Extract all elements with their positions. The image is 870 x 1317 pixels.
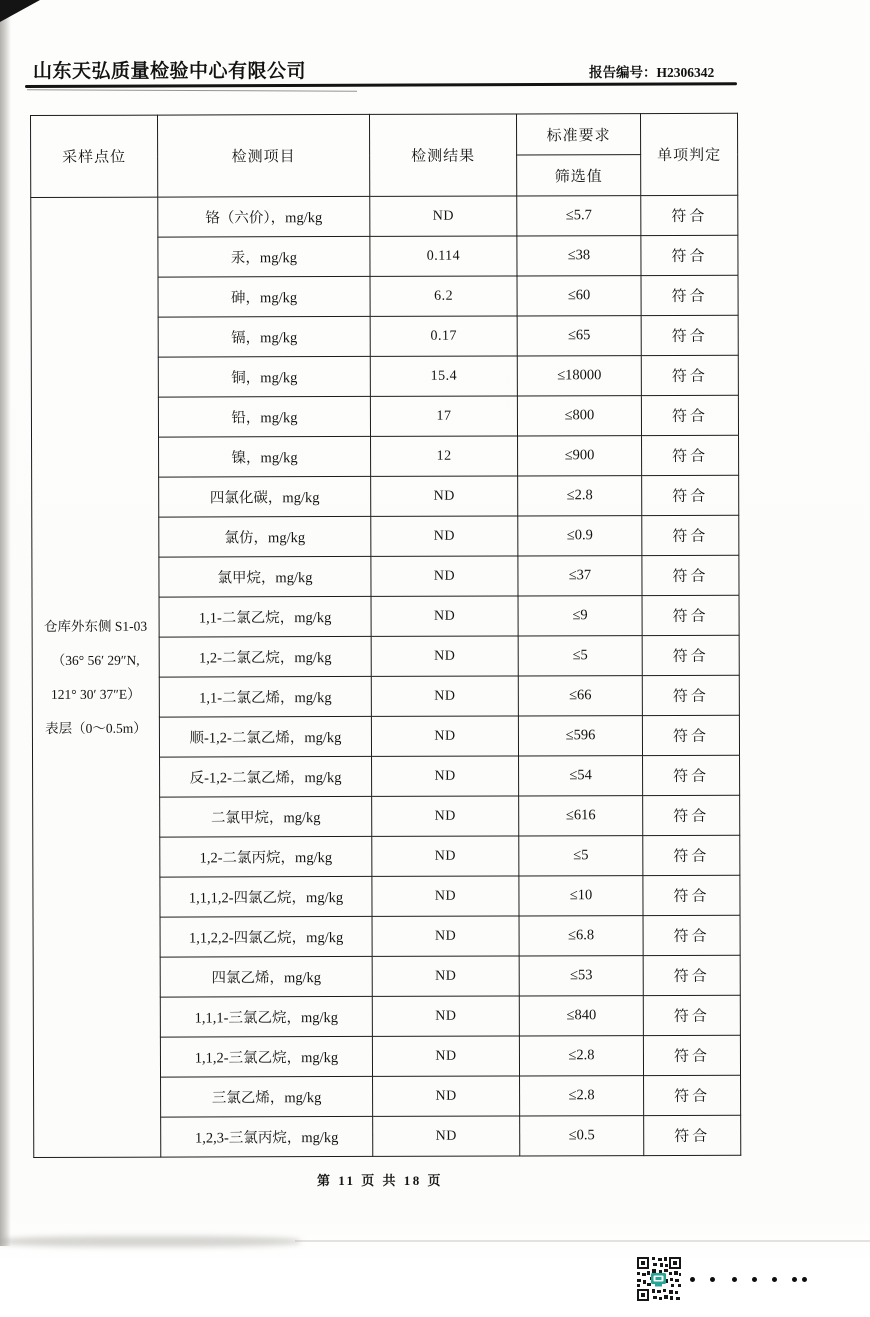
- paper-bottom-edge-line: [295, 1240, 870, 1242]
- standard-cell: ≤9: [518, 596, 642, 636]
- scan-corner-artifact: [0, 0, 40, 22]
- item-cell: 1,1,1,2-四氯乙烷，mg/kg: [160, 876, 372, 917]
- judgment-cell: 符合: [641, 235, 738, 275]
- item-cell: 1,1-二氯乙烷，mg/kg: [159, 596, 371, 637]
- sampling-point-line: （36° 56′ 29″N,: [51, 652, 140, 668]
- result-cell: ND: [371, 516, 518, 556]
- standard-cell: ≤5: [519, 836, 643, 876]
- judgment-cell: 符合: [643, 1035, 740, 1075]
- item-cell: 1,2-二氯丙烷，mg/kg: [160, 836, 372, 877]
- judgment-cell: 符合: [644, 1075, 741, 1115]
- standard-cell: ≤0.9: [518, 516, 642, 556]
- standard-cell: ≤37: [518, 556, 642, 596]
- dot-marker: [710, 1277, 715, 1282]
- paper-bottom-edge-smudge: [0, 1236, 300, 1247]
- column-header-standard-requirement: 标准要求: [516, 114, 640, 155]
- item-cell: 铅，mg/kg: [158, 396, 370, 437]
- result-cell: ND: [373, 1116, 520, 1156]
- judgment-cell: 符合: [641, 315, 738, 355]
- item-cell: 1,1,1-三氯乙烷，mg/kg: [160, 996, 372, 1037]
- result-cell: ND: [371, 636, 518, 676]
- result-cell: 0.17: [370, 316, 517, 356]
- result-cell: ND: [372, 996, 519, 1036]
- sampling-point-cell: [31, 197, 161, 1157]
- standard-cell: ≤2.8: [520, 1076, 644, 1116]
- judgment-cell: 符合: [642, 435, 739, 475]
- item-cell: 四氯化碳，mg/kg: [159, 476, 371, 517]
- standard-cell: ≤2.8: [519, 1036, 643, 1076]
- company-name: 山东天弘质量检验中心有限公司: [33, 61, 307, 82]
- result-cell: ND: [371, 556, 518, 596]
- result-cell: ND: [372, 796, 519, 836]
- header-divider-echo: [27, 89, 357, 92]
- item-cell: 砷，mg/kg: [158, 276, 370, 317]
- result-cell: ND: [372, 836, 519, 876]
- standard-cell: ≤18000: [517, 356, 641, 396]
- item-cell: 四氯乙烯，mg/kg: [160, 956, 372, 997]
- dot-marker: [802, 1277, 807, 1282]
- dot-marker: [752, 1277, 757, 1282]
- judgment-cell: 符合: [641, 195, 738, 235]
- standard-cell: ≤38: [517, 236, 641, 276]
- result-cell: ND: [372, 1036, 519, 1076]
- judgment-cell: 符合: [642, 555, 739, 595]
- item-cell: 顺-1,2-二氯乙烯，mg/kg: [159, 716, 371, 757]
- column-header-screening-value: 筛选值: [517, 155, 641, 196]
- judgment-cell: 符合: [642, 595, 739, 635]
- page-footer: 第 11 页 共 18 页: [317, 1173, 444, 1188]
- judgment-cell: 符合: [642, 635, 739, 675]
- judgment-cell: 符合: [643, 995, 740, 1035]
- result-cell: ND: [371, 596, 518, 636]
- dot-marker: [690, 1277, 695, 1282]
- table-body: [31, 195, 741, 1157]
- standard-cell: ≤5: [518, 636, 642, 676]
- judgment-cell: 符合: [642, 675, 739, 715]
- result-cell: ND: [372, 956, 519, 996]
- standard-cell: ≤65: [517, 316, 641, 356]
- item-cell: 镍，mg/kg: [159, 436, 371, 477]
- standard-cell: ≤840: [519, 996, 643, 1036]
- item-cell: 1,1-二氯乙烯，mg/kg: [159, 676, 371, 717]
- item-cell: 铬（六价），mg/kg: [158, 196, 370, 237]
- item-cell: 铜，mg/kg: [158, 356, 370, 397]
- item-cell: 反-1,2-二氯乙烯，mg/kg: [160, 756, 372, 797]
- standard-cell: ≤800: [517, 396, 641, 436]
- item-cell: 1,1,2-三氯乙烷，mg/kg: [160, 1036, 372, 1077]
- item-cell: 二氯甲烷，mg/kg: [160, 796, 372, 837]
- judgment-cell: 符合: [643, 955, 740, 995]
- item-cell: 镉，mg/kg: [158, 316, 370, 357]
- dot-marker: [772, 1277, 777, 1282]
- result-cell: 6.2: [370, 276, 517, 316]
- item-cell: 1,2,3-三氯丙烷，mg/kg: [161, 1116, 373, 1157]
- sampling-point-line: 仓库外东侧 S1-03: [44, 618, 148, 634]
- result-cell: 0.114: [370, 236, 517, 276]
- standard-cell: ≤900: [518, 436, 642, 476]
- column-header-judgment: 单项判定: [640, 113, 737, 195]
- standard-cell: ≤54: [519, 756, 643, 796]
- table-row: [31, 195, 738, 237]
- judgment-cell: 符合: [643, 915, 740, 955]
- standard-cell: ≤53: [519, 956, 643, 996]
- judgment-cell: 符合: [643, 835, 740, 875]
- header-divider: [25, 82, 737, 87]
- judgment-cell: 符合: [642, 515, 739, 555]
- result-cell: ND: [371, 476, 518, 516]
- judgment-cell: 符合: [642, 715, 739, 755]
- result-cell: 17: [370, 396, 517, 436]
- result-cell: ND: [371, 716, 518, 756]
- column-header-sampling-point: 采样点位: [31, 115, 158, 197]
- standard-cell: ≤616: [519, 796, 643, 836]
- report-number: 报告编号：H2306342: [589, 65, 715, 80]
- judgment-cell: 符合: [643, 875, 740, 915]
- judgment-cell: 符合: [644, 1115, 741, 1155]
- item-cell: 汞，mg/kg: [158, 236, 370, 277]
- item-cell: 氯仿，mg/kg: [159, 516, 371, 557]
- scan-edge-left: [0, 0, 11, 1246]
- judgment-cell: 符合: [643, 795, 740, 835]
- judgment-cell: 符合: [642, 475, 739, 515]
- result-cell: ND: [372, 916, 519, 956]
- column-header-test-item: 检测项目: [158, 114, 370, 197]
- header-row: [31, 113, 738, 156]
- qr-code-icon: [635, 1255, 683, 1303]
- result-cell: ND: [372, 756, 519, 796]
- sampling-point-line: 121° 30′ 37″E）: [50, 686, 141, 702]
- dot-marker: [732, 1277, 737, 1282]
- judgment-cell: 符合: [643, 755, 740, 795]
- judgment-cell: 符合: [641, 355, 738, 395]
- column-header-test-result: 检测结果: [369, 114, 516, 196]
- dot-marker: [792, 1277, 797, 1282]
- judgment-cell: 符合: [641, 395, 738, 435]
- results-table: [30, 113, 741, 1158]
- standard-cell: ≤5.7: [517, 196, 641, 236]
- item-cell: 1,2-二氯乙烷，mg/kg: [159, 636, 371, 677]
- result-cell: 12: [371, 436, 518, 476]
- result-cell: ND: [373, 1076, 520, 1116]
- item-cell: 氯甲烷，mg/kg: [159, 556, 371, 597]
- standard-cell: ≤60: [517, 276, 641, 316]
- item-cell: 1,1,2,2-四氯乙烷，mg/kg: [160, 916, 372, 957]
- standard-cell: ≤596: [518, 716, 642, 756]
- result-cell: 15.4: [370, 356, 517, 396]
- item-cell: 三氯乙烯，mg/kg: [161, 1076, 373, 1117]
- result-cell: ND: [371, 676, 518, 716]
- standard-cell: ≤6.8: [519, 916, 643, 956]
- standard-cell: ≤0.5: [520, 1116, 644, 1156]
- result-cell: ND: [372, 876, 519, 916]
- standard-cell: ≤2.8: [518, 476, 642, 516]
- sampling-point-line: 表层（0～0.5m）: [45, 720, 147, 736]
- result-cell: ND: [370, 196, 517, 236]
- standard-cell: ≤66: [518, 676, 642, 716]
- judgment-cell: 符合: [641, 275, 738, 315]
- standard-cell: ≤10: [519, 876, 643, 916]
